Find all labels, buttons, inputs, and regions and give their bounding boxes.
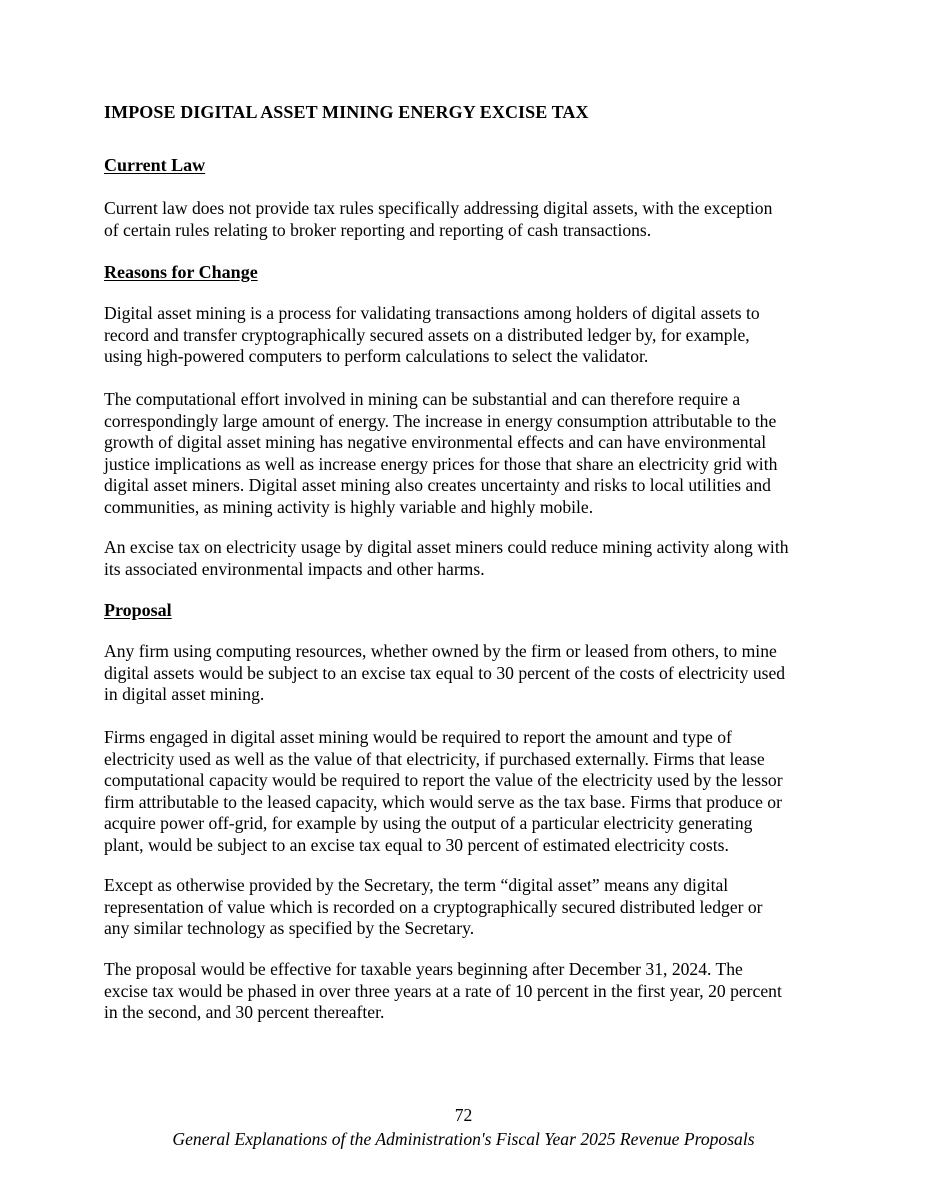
paragraph-current-law-1 [104,198,824,241]
publication-title: General Explanations of the Administration's Fiscal Year 2025 Revenue Proposals [172,1129,755,1149]
text-line: An excise tax on electricity usage by digital asset miners could reduce mining activity along with [104,537,789,557]
text-line: its associated environmental impacts and other harms. [104,558,485,579]
text-line: representation of value which is recorded on a cryptographically secured distributed ledger or [104,896,763,917]
text-line: in the second, and 30 percent thereafter. [104,1002,385,1023]
paragraph-proposal-4 [104,959,824,1024]
text-line: plant, would be subject to an excise tax equal to 30 percent of estimated electricity costs. [104,834,729,855]
text-line: growth of digital asset mining has negative environmental effects and can have environmental [104,432,767,453]
text-line: any similar technology as specified by the Secretary. [104,918,475,939]
text-line: justice implications as well as increase energy prices for those that share an electricity grid with [104,453,778,474]
text-line: Except as otherwise provided by the Secretary, the term “digital asset” means any digital [104,875,729,895]
text-line: Any firm using computing resources, whether owned by the firm or leased from others, to mine [104,641,777,661]
text-line: digital asset miners. Digital asset mining also creates uncertainty and risks to local utilities and [104,475,771,496]
text-line: using high-powered computers to perform calculations to select the validator. [104,346,649,367]
text-line: Digital asset mining is a process for validating transactions among holders of digital assets to [104,303,760,323]
paragraph-reasons-2 [104,389,824,519]
text-line: The proposal would be effective for taxable years beginning after December 31, 2024. The [104,959,743,979]
text-line: Current law does not provide tax rules specifically addressing digital assets, with the exception [104,198,773,218]
text-line: Firms engaged in digital asset mining would be required to report the amount and type of [104,727,732,747]
paragraph-reasons-1 [104,303,824,368]
paragraph-reasons-3 [104,537,824,580]
paragraph-proposal-1 [104,641,824,706]
text-line: digital assets would be subject to an excise tax equal to 30 percent of the costs of electricity used [104,662,786,683]
text-line: firm attributable to the leased capacity, which would serve as the tax base. Firms that produce or [104,791,782,812]
section-heading-proposal: Proposal [104,600,172,620]
text-line: communities, as mining activity is highly variable and highly mobile. [104,496,594,517]
text-line: of certain rules relating to broker reporting and reporting of cash transactions. [104,219,652,240]
paragraph-proposal-3 [104,875,824,940]
text-line: record and transfer cryptographically secured assets on a distributed ledger by, for example, [104,324,750,345]
text-line: computational capacity would be required to report the value of the electricity used by the lessor [104,770,783,791]
paragraph-proposal-2 [104,727,824,857]
page-number: 72 [454,1105,473,1125]
text-line: electricity used as well as the value of that electricity, if purchased externally. Firms that lease [104,748,765,769]
text-line: in digital asset mining. [104,684,265,705]
text-line: acquire power off-grid, for example by using the output of a particular electricity generating [104,813,753,834]
text-line: correspondingly large amount of energy. The increase in energy consumption attributable to the [104,410,777,431]
text-line: The computational effort involved in mining can be substantial and can therefore require a [104,389,741,409]
section-heading-current-law: Current Law [104,155,206,175]
text-line: excise tax would be phased in over three years at a rate of 10 percent in the first year, 20 percent [104,980,782,1001]
document-title: IMPOSE DIGITAL ASSET MINING ENERGY EXCISE TAX [104,102,589,122]
section-heading-reasons-for-change: Reasons for Change [104,262,258,282]
